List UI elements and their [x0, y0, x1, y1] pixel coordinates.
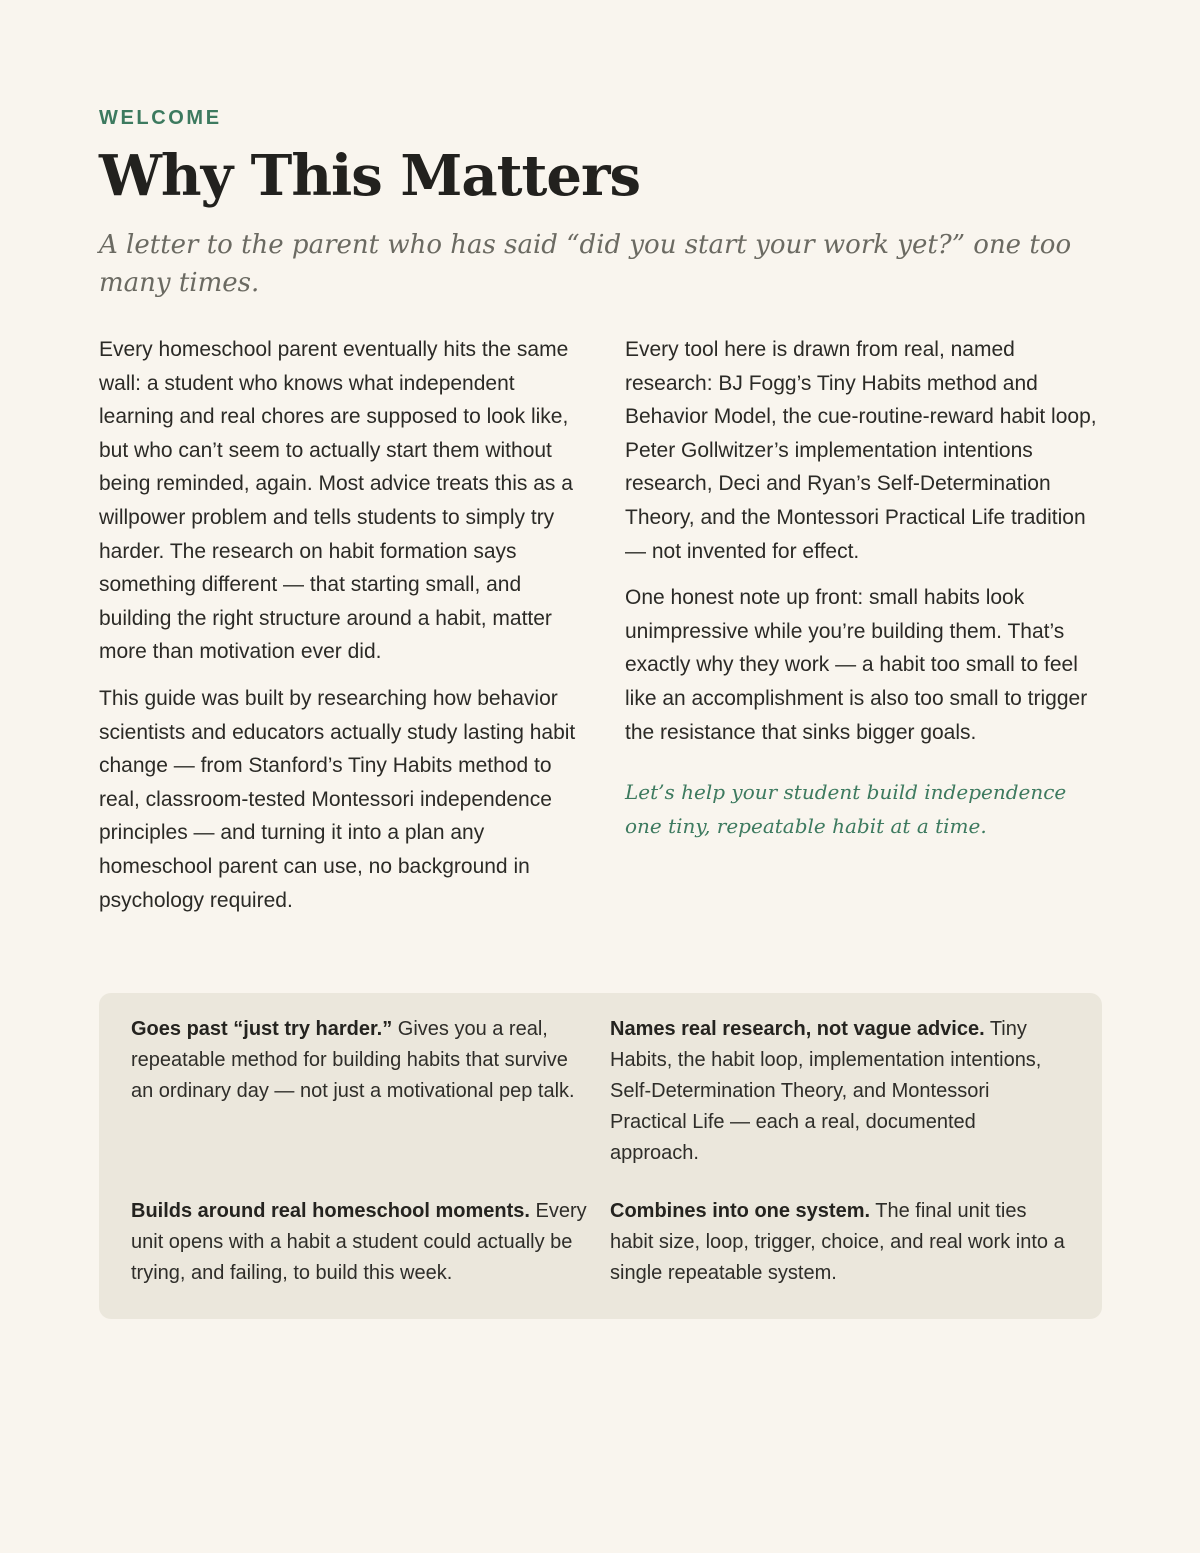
feature-item: [131, 1196, 591, 1289]
right-column: [625, 333, 1103, 856]
feature-text: Tiny Habits, the habit loop, implementation intentions, Self-Determination Theory, and Montessori Practical Life — each a real, documented approach.: [610, 1018, 1042, 1164]
feature-heading: Combines into one system.: [610, 1200, 871, 1222]
feature-item: [610, 1014, 1070, 1169]
body-paragraph: One honest note up front: small habits look unimpressive while you’re building them. That’s exactly why they work — a habit too small to feel like an accomplishment is also too small to trigger the resistance that sinks bigger goals.: [625, 586, 1088, 744]
feature-text: The final unit ties habit size, loop, trigger, choice, and real work into a single repeatable system.: [610, 1200, 1065, 1284]
body-paragraph: This guide was built by researching how behavior scientists and educators actually study lasting habit change — from Stanford’s Tiny Habits method to real, classroom-tested Montessori independence principles — and turning it into a plan any homeschool parent can use, no background in psychology required.: [99, 686, 576, 912]
page-subtitle: A letter to the parent who has said “did you start your work yet?” one too many times.: [99, 230, 1072, 298]
feature-item: [131, 1014, 591, 1107]
feature-text: Every unit opens with a habit a student could actually be trying, and failing, to build this week.: [131, 1200, 587, 1284]
body-paragraph: Every homeschool parent eventually hits the same wall: a student who knows what independent learning and real chores are supposed to look like, but who can’t seem to actually start them without being reminded, again. Most advice treats this as a willpower problem and tells students to simply try harder. The research on habit formation says something different — that starting small, and building the right structure around a habit, matter more than motivation ever did.: [99, 338, 573, 664]
feature-heading: Builds around real homeschool moments.: [131, 1200, 530, 1222]
body-paragraph: Every tool here is drawn from real, named research: BJ Fogg’s Tiny Habits method and Behavior Model, the cue-routine-reward habit loop, Peter Gollwitzer’s implementation intentions research, Deci and Ryan’s Self-Determination Theory, and the Montessori Practical Life tradition — not invented for effect.: [625, 338, 1097, 563]
left-column: [99, 333, 577, 930]
features-panel: [99, 993, 1102, 1319]
section-eyebrow: WELCOME: [99, 107, 222, 129]
feature-text: Gives you a real, repeatable method for building habits that survive an ordinary day — not just a motivational pep talk.: [131, 1018, 575, 1102]
closing-line: Let’s help your student build independence one tiny, repeatable habit at a time.: [625, 780, 1067, 839]
feature-item: [610, 1196, 1070, 1289]
feature-heading: Names real research, not vague advice.: [610, 1018, 985, 1040]
feature-heading: Goes past “just try harder.”: [131, 1018, 393, 1040]
page-title: Why This Matters: [99, 143, 640, 209]
